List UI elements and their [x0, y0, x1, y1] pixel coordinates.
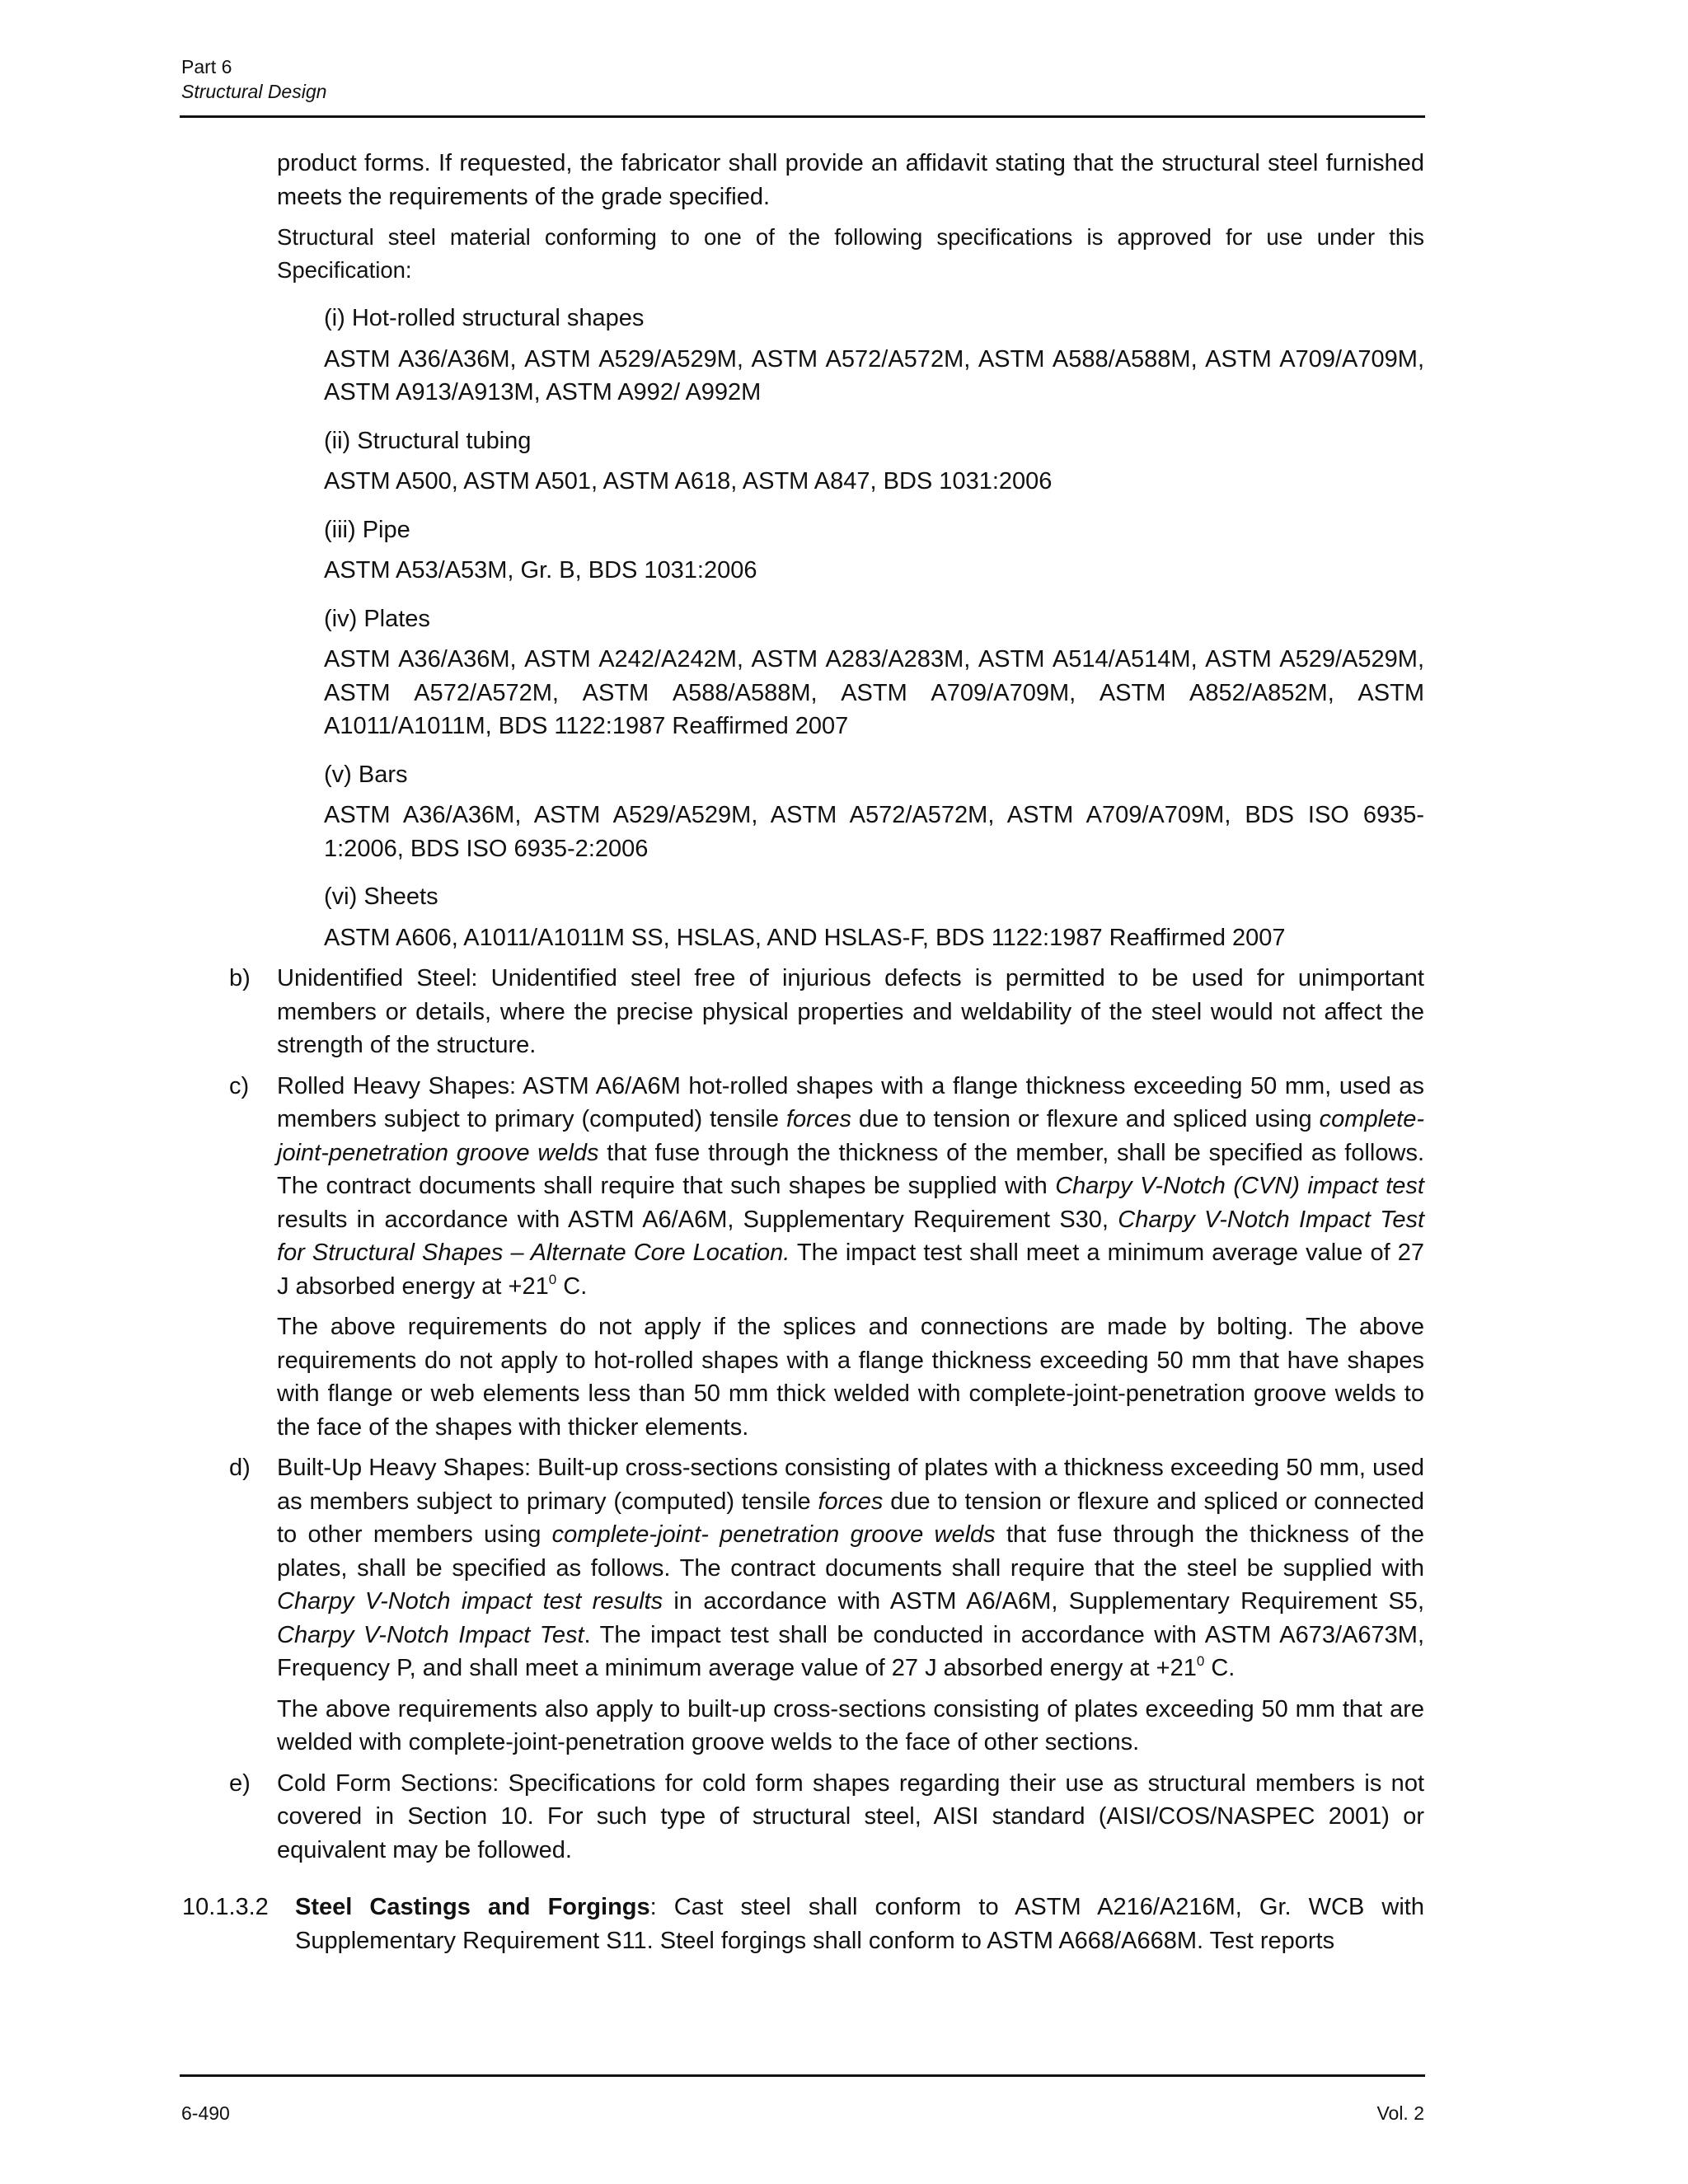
- section-label: Structural Design: [181, 81, 327, 102]
- material-heading: (v) Bars: [324, 761, 408, 788]
- item-text: Unidentified Steel: Unidentified steel free of injurious defects is permitted to be used for unimportant members or details, where the precise physical properties and weldability of the steel would not affect the strength of the structure.: [277, 965, 1424, 1058]
- list-item-d: [0, 1451, 1688, 1760]
- item-text: Rolled Heavy Shapes: ASTM A6/A6M hot-rolled shapes with a flange thickness exceeding 50 mm, used as members subject to primary (computed) tensile forces due to tension or flexure and spliced using complete-joint-penetration groove welds that fuse through the thickness of the member, shall be specified as follows. The contract documents shall require that such shapes be supplied with Charpy V-Notch (CVN) impact test results in accordance with ASTM A6/A6M, Supplementary Requirement S30, Charpy V-Notch Impact Test for Structural Shapes – Alternate Core Location. The impact test shall meet a minimum average value of 27 J absorbed energy at $+21^0$ C.: [277, 1072, 1424, 1300]
- item-paragraph: The above requirements also apply to built-up cross-sections consisting of plates exceeding 50 mm that are welded with complete-joint-penetration groove welds to the face of other sections.: [277, 1695, 1424, 1755]
- materials-list: [0, 302, 1688, 954]
- material-specs: ASTM A36/A36M, ASTM A529/A529M, ASTM A572/A572M, ASTM A588/A588M, ASTM A709/A709M, ASTM A913/A913M, ASTM A992/ A992M: [324, 345, 1424, 405]
- page-number: 6-490: [181, 2102, 230, 2124]
- header-rule: [180, 115, 1425, 118]
- approved-materials-intro: Structural steel material conforming to one of the following specifications is approved for use under this Specification:: [277, 224, 1424, 283]
- item-text: Built-Up Heavy Shapes: Built-up cross-sections consisting of plates with a thickness exceeding 50 mm, used as members subject to primary (computed) tensile forces due to tension or flexure and spliced or connected to other members using complete-joint- penetration groove welds that fuse through the thickness of the plates, shall be specified as follows. The contract documents shall require that the steel be supplied with Charpy V-Notch impact test results in accordance with ASTM A6/A6M, Supplementary Requirement S5, Charpy V-Notch Impact Test. The impact test shall be conducted in accordance with ASTM A673/A673M, Frequency P, and shall meet a minimum average value of 27 J absorbed energy at $+21^0$ C.: [277, 1455, 1425, 1681]
- list-item-e: [0, 1767, 1688, 1868]
- item-text: Cold Form Sections: Specifications for cold form shapes regarding their use as structural members is not covered in Section 10. For such type of structural steel, AISI standard (AISI/COS/NASPEC 2001) or equivalent may be followed.: [277, 1769, 1424, 1863]
- section-title: Steel Castings and Forgings: [295, 1894, 650, 1920]
- part-label: Part 6: [181, 56, 232, 77]
- material-heading: (iii) Pipe: [324, 516, 410, 543]
- item-label: b): [229, 965, 251, 991]
- continuation-paragraph: product forms. If requested, the fabricator shall provide an affidavit stating that the structural steel furnished meets the requirements of the grade specified.: [277, 150, 1424, 210]
- section-text: Steel Castings and Forgings: Cast steel shall conform to ASTM A216/A216M, Gr. WCB with Supplementary Requirement S11. Steel forgings shall conform to ASTM A668/A668M. Test reports: [295, 1894, 1424, 1954]
- item-label: d): [229, 1455, 251, 1481]
- material-specs: ASTM A606, A1011/A1011M SS, HSLAS, AND HSLAS-F, BDS 1122:1987 Reaffirmed 2007: [324, 924, 1286, 951]
- list-item-c: [0, 1070, 1688, 1445]
- material-specs: ASTM A36/A36M, ASTM A529/A529M, ASTM A572/A572M, ASTM A709/A709M, BDS ISO 6935-1:2006, BDS ISO 6935-2:2006: [324, 802, 1424, 862]
- material-heading: (ii) Structural tubing: [324, 427, 532, 454]
- material-specs: ASTM A500, ASTM A501, ASTM A618, ASTM A847, BDS 1031:2006: [324, 468, 1053, 494]
- material-heading: (i) Hot-rolled structural shapes: [324, 305, 645, 331]
- material-heading: (vi) Sheets: [324, 883, 438, 910]
- running-header: [181, 54, 326, 104]
- page-body: [0, 147, 1688, 1981]
- material-heading: (iv) Plates: [324, 605, 430, 632]
- footer-rule: [180, 2074, 1425, 2077]
- item-label: c): [229, 1072, 250, 1099]
- item-paragraph: The above requirements do not apply if the splices and connections are made by bolting. The above requirements do not apply to hot-rolled shapes with a flange thickness exceeding 50 mm that have shapes with flange or web elements less than 50 mm thick welded with complete-joint-penetration groove welds to the face of the shapes with thicker elements.: [277, 1314, 1424, 1441]
- volume-label: Vol. 2: [1376, 2102, 1424, 2124]
- material-specs: ASTM A53/A53M, Gr. B, BDS 1031:2006: [324, 557, 757, 583]
- item-label: e): [229, 1769, 251, 1797]
- section-10-1-3-2: [0, 1891, 1688, 1957]
- list-item-b: [0, 962, 1688, 1062]
- section-number: 10.1.3.2: [182, 1894, 269, 1920]
- material-specs: ASTM A36/A36M, ASTM A242/A242M, ASTM A283/A283M, ASTM A514/A514M, ASTM A529/A529M, ASTM A572/A572M, ASTM A588/A588M, ASTM A709/A709M, ASTM A852/A852M, ASTM A1011/A1011M, BDS 1122:1987 Reaffirmed 2007: [324, 646, 1424, 739]
